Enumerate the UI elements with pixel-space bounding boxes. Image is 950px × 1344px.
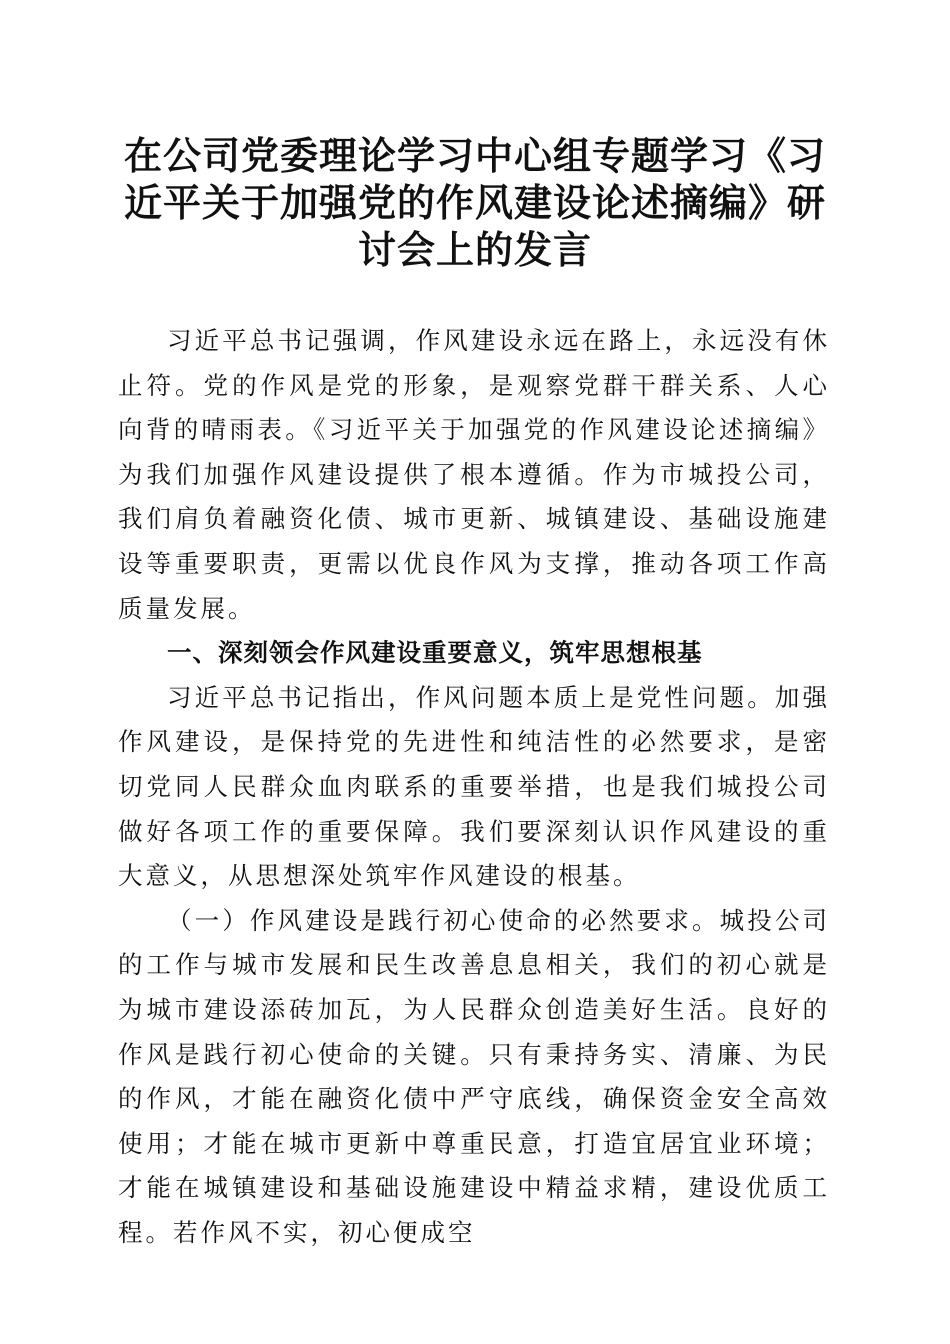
section-1-paragraph: 习近平总书记指出，作风问题本质上是党性问题。加强作风建设，是保持党的先进性和纯洁性的必然要求，是密切党同人民群众血肉联系的重要举措，也是我们城投公司做好各项工作的重要保障。我们要深刻认识作风建设的重大意义，从思想深处筑牢作风建设的根基。	[118, 682, 830, 891]
subsection-1-paragraph	[118, 899, 830, 1256]
document-title: 在公司党委理论学习中心组专题学习《习近平关于加强党的作风建设论述摘编》研讨会上的发言	[123, 133, 826, 272]
intro-paragraph: 习近平总书记强调，作风建设永远在路上，永远没有休止符。党的作风是党的形象，是观察党群干群关系、人心向背的晴雨表。《习近平关于加强党的作风建设论述摘编》为我们加强作风建设提供了根本遵循。作为市城投公司，我们肩负着融资化债、城市更新、城镇建设、基础设施建设等重要职责，更需以优良作风为支撑，推动各项工作高质量发展。	[118, 326, 830, 623]
document-body	[118, 319, 830, 1255]
subsection-1-title: （一）作风建设是践行初心使命的必然要求。	[167, 905, 720, 935]
section-1-heading: 一、深刻领会作风建设重要意义，筑牢思想根基	[167, 638, 703, 668]
subsection-1-body: 城投公司的工作与城市发展和民生改善息息相关，我们的初心就是为城市建设添砖加瓦，为人民群众创造美好生活。良好的作风是践行初心使命的关键。只有秉持务实、清廉、为民的作风，才能在融资化债中严守底线，确保资金安全高效使用；才能在城市更新中尊重民意，打造宜居宜业环境；才能在城镇建设和基础设施建设中精益求精，建设优质工程。若作风不实，初心便成空	[118, 905, 831, 1247]
